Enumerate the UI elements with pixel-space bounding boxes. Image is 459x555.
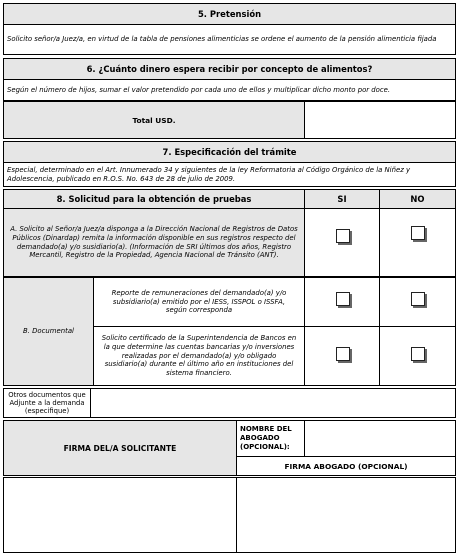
section-7-text: Especial, determinado en el Art. Innumerado 34 y siguientes de la ley Reformatoria al Código Orgánico de la Niñez y Adolescencia, publicado en R.O.S. No. 643 de 28 de julio de 2009.: [3, 162, 456, 187]
otros-documentos-field[interactable]: [90, 388, 456, 418]
section-8-heading: 8. Solicitud para la obtención de pruebas: [3, 189, 305, 209]
item-a-no-cell: [379, 208, 456, 277]
column-si-header: SI: [304, 189, 380, 209]
section-5-heading: 5. Pretensión: [3, 3, 456, 25]
total-usd-label: Total USD.: [3, 101, 305, 139]
item-b1-no-cell: [379, 277, 456, 327]
item-b1-si-cell: [304, 277, 380, 327]
section-7-heading: 7. Especificación del trámite: [3, 141, 456, 163]
firma-abogado-label: FIRMA ABOGADO (OPCIONAL): [236, 456, 456, 476]
firma-abogado-area[interactable]: [236, 477, 456, 553]
column-no-header: NO: [379, 189, 456, 209]
section-6-heading: 6. ¿Cuánto dinero espera recibir por concepto de alimentos?: [3, 58, 456, 80]
item-b2-si-checkbox[interactable]: [336, 347, 350, 361]
item-a-si-cell: [304, 208, 380, 277]
firma-solicitante-label: FIRMA DEL/A SOLICITANTE: [3, 420, 237, 476]
total-usd-field[interactable]: [304, 101, 456, 139]
item-a-si-checkbox[interactable]: [336, 229, 350, 243]
item-a-no-checkbox[interactable]: [411, 226, 425, 240]
item-b-label: B. Documental: [3, 277, 94, 386]
nombre-abogado-field[interactable]: [304, 420, 456, 457]
item-a-text: A. Solicito al Señor/a Juez/a disponga a la Dirección Nacional de Registros de Datos Públicos (Dinardap) remita la información disponible en sus registros respecto del demandado(a) y/o susidiario(a). (Información de SRI últimos dos años, Registro Mercantil, Registro de la Propiedad, Agencia Nacional de Tránsito (ANT).: [3, 208, 305, 277]
item-b1-si-checkbox[interactable]: [336, 292, 350, 306]
item-b1-text: Reporte de remuneraciones del demandado(a) y/o subsidiario(a) emitido por el IESS, ISSPOL o ISSFA, según corresponda: [93, 277, 305, 327]
section-5-text: Solicito señor/a Juez/a, en virtud de la tabla de pensiones alimenticias se ordene el aumento de la pensión alimenticia fijada: [3, 24, 456, 55]
item-b2-text: Solicito certificado de la Superintendencia de Bancos en la que determine las cuentas bancarias y/o inversiones realizadas por el demandado(a) y/o obligado susidiario(a) durante el último año en instituciones del sistema financiero.: [93, 326, 305, 386]
item-b2-si-cell: [304, 326, 380, 386]
item-b1-no-checkbox[interactable]: [411, 292, 425, 306]
section-6-text: Según el número de hijos, sumar el valor pretendido por cada uno de ellos y multiplicar dicho monto por doce.: [3, 79, 456, 101]
item-b2-no-cell: [379, 326, 456, 386]
otros-documentos-label: Otros documentos que Adjunte a la demanda (especifique): [3, 388, 91, 418]
firma-solicitante-area[interactable]: [3, 477, 237, 553]
nombre-abogado-label: NOMBRE DEL ABOGADO (OPCIONAL):: [236, 420, 305, 457]
item-b2-no-checkbox[interactable]: [411, 347, 425, 361]
